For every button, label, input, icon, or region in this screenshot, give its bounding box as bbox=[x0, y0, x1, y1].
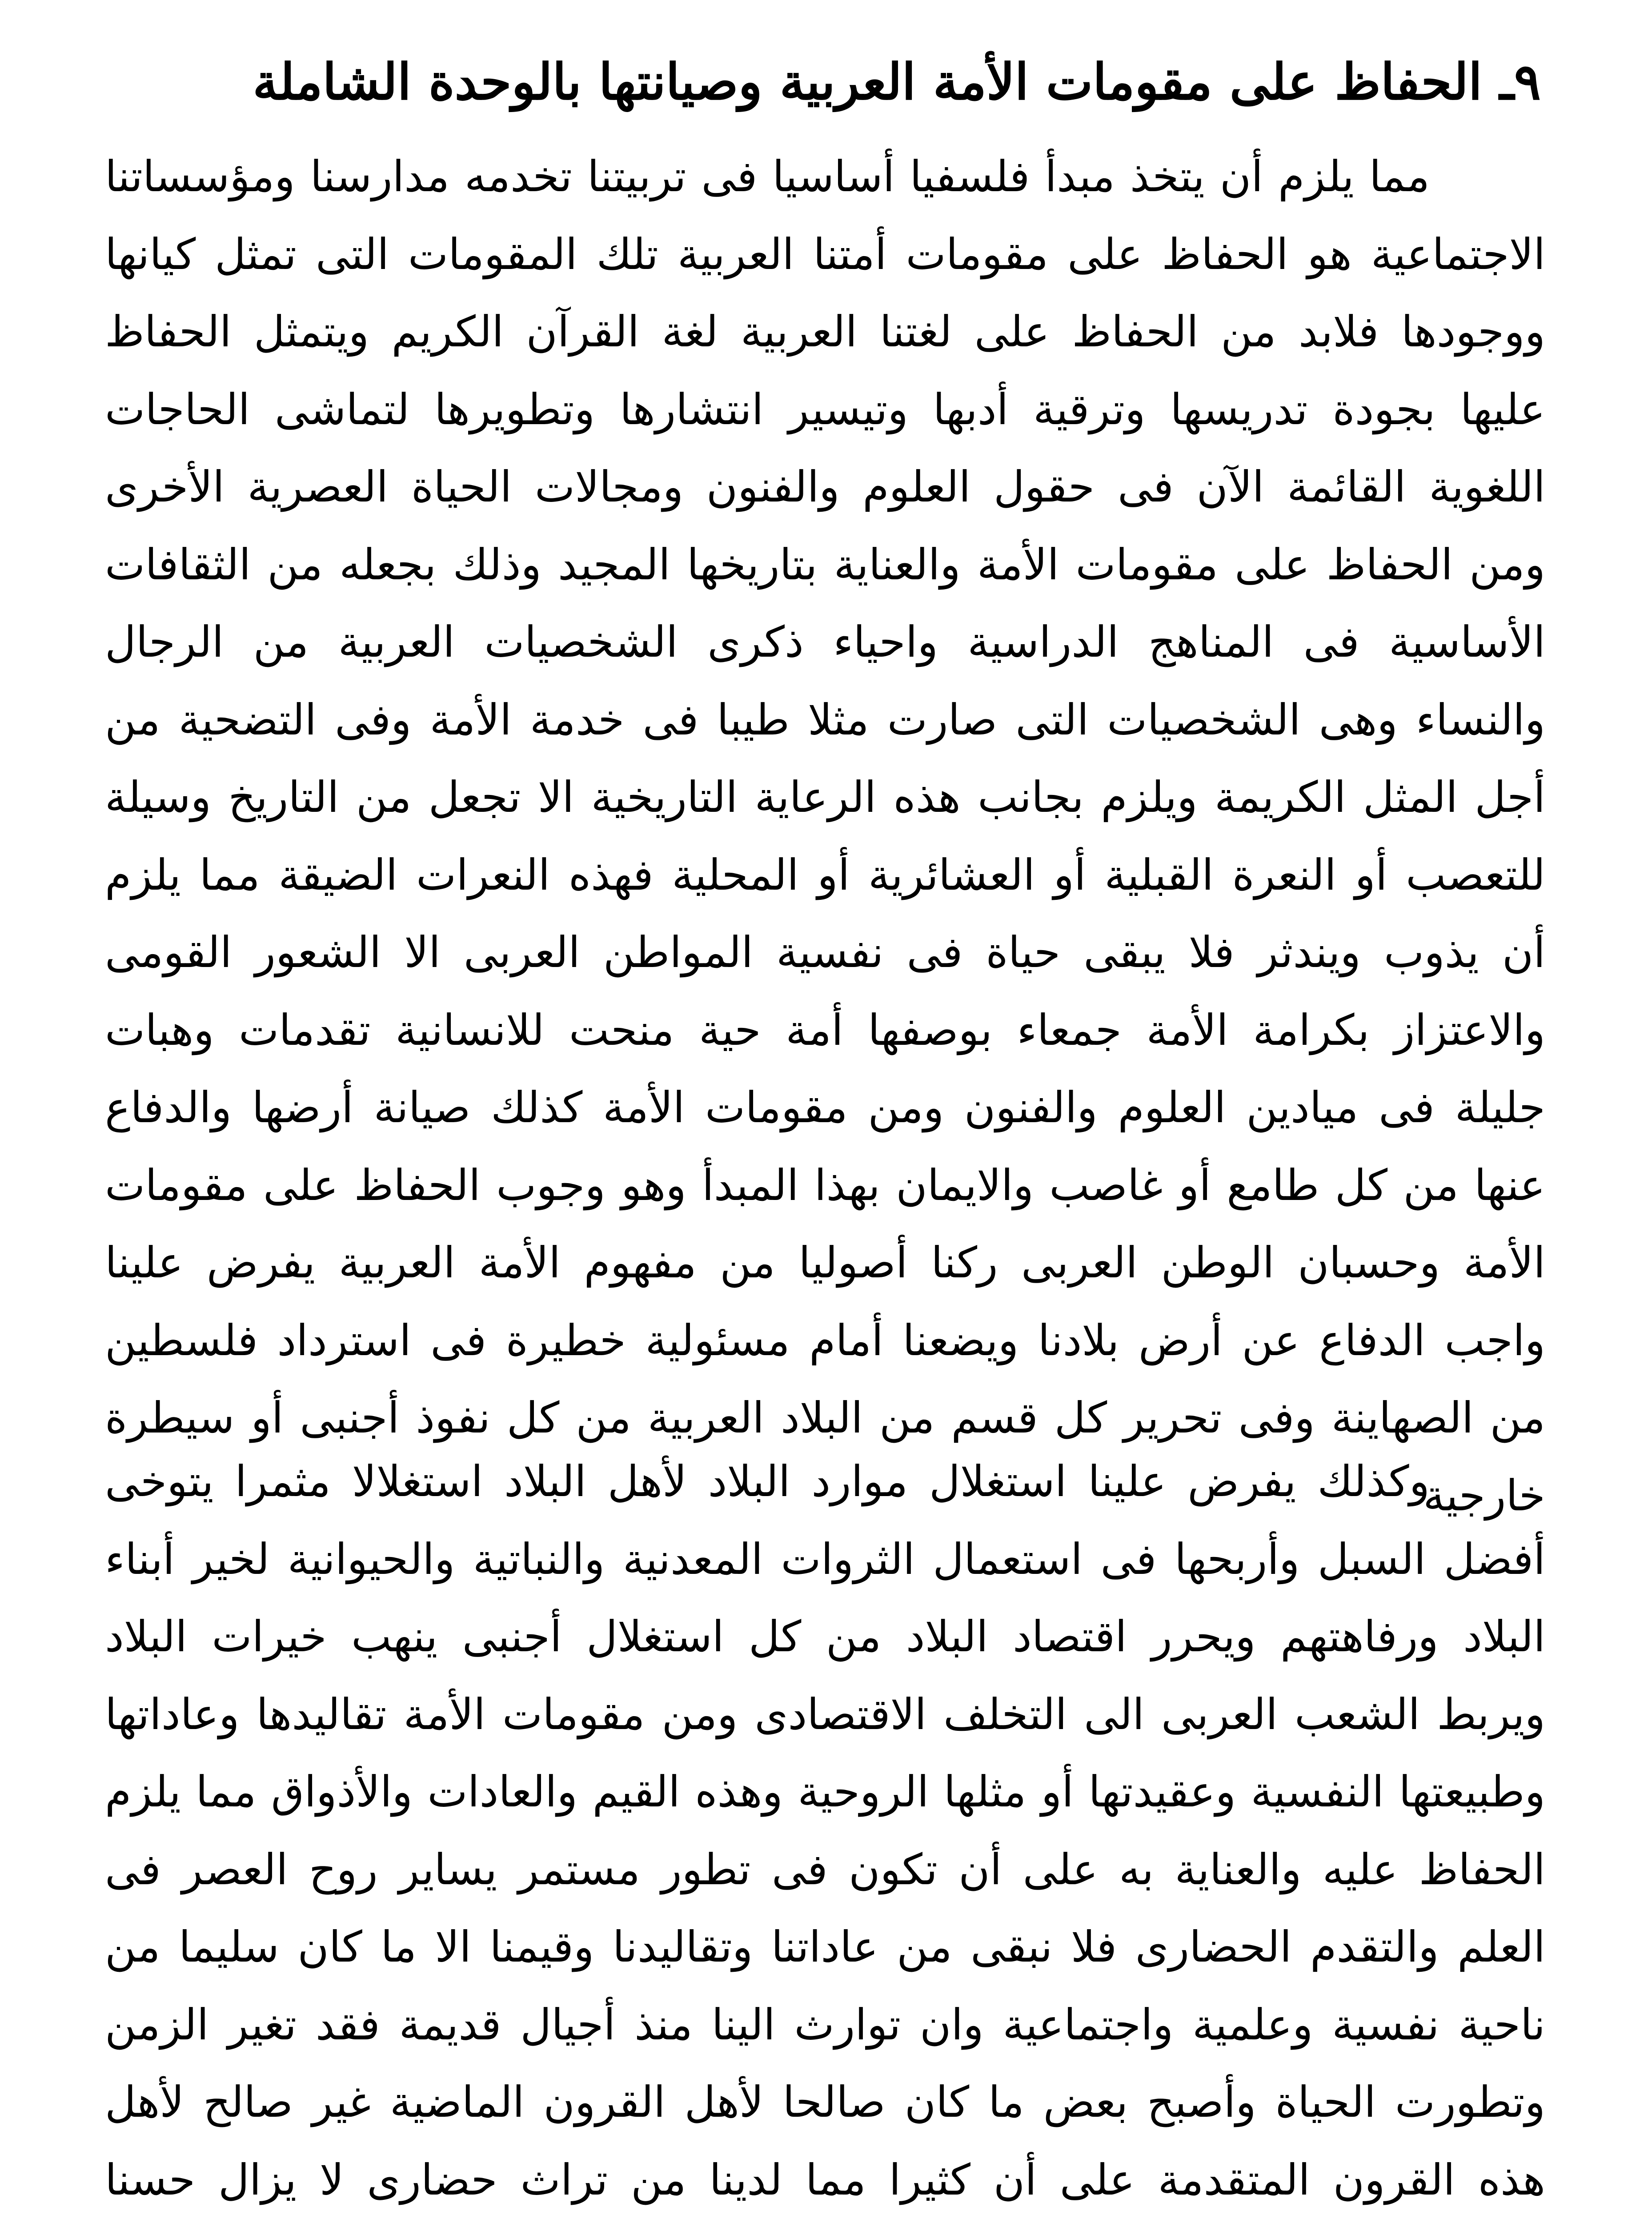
section-heading: ٩ـ الحفاظ على مقومات الأمة العربية وصيانتها بالوحدة الشاملة bbox=[253, 53, 1541, 111]
body-paragraph: مما يلزم أن يتخذ مبدأ فلسفيا أساسيا فى تربيتنا تخدمه مدارسنا ومؤسساتنا الاجتماعية هو الحفاظ على مقومات أمتنا العربية تلك المقومات التى تمثل كيانها ووجودها فلابد من الحفاظ على لغتنا العربية لغة القرآن الكريم ويتمثل الحفاظ عليها بجودة تدريسها وترقية أدبها وتيسير انتشارها وتطويرها لتماشى الحاجات اللغوية القائمة الآن فى حقول العلوم والفنون ومجالات الحياة العصرية الأخرى ومن الحفاظ على مقومات الأمة والعناية بتاريخها المجيد وذلك بجعله من الثقافات الأساسية فى المناهج الدراسية واحياء ذكرى الشخصيات العربية من الرجال والنساء وهى الشخصيات التى صارت مثلا طيبا فى خدمة الأمة وفى التضحية من أجل المثل الكريمة ويلزم بجانب هذه الرعاية التاريخية الا تجعل من التاريخ وسيلة للتعصب أو النعرة القبلية أو العشائرية أو المحلية فهذه النعرات الضيقة مما يلزم أن يذوب ويندثر فلا يبقى حياة فى نفسية المواطن العربى الا الشعور القومى والاعتزاز بكرامة الأمة جمعاء بوصفها أمة حية منحت للانسانية تقدمات وهبات جليلة فى ميادين العلوم والفنون ومن مقومات الأمة كذلك صيانة أرضها والدفاع عنها من كل طامع أو غاصب والايمان بهذا المبدأ وهو وجوب الحفاظ على مقومات الأمة وحسبان الوطن العربى ركنا أصوليا من مفهوم الأمة العربية يفرض علينا واجب الدفاع عن أرض بلادنا ويضعنا أمام مسئولية خطيرة فى استرداد فلسطين من الصهاينة وفى تحرير كل قسم من البلاد العربية من كل نفوذ أجنبى أو سيطرة خارجية bbox=[105, 152, 1546, 1521]
body-paragraph: وكذلك يفرض علينا استغلال موارد البلاد لأهل البلاد استغلالا مثمرا يتوخى أفضل السبل وأربحها فى استعمال الثروات المعدنية والنباتية والحيوانية لخير أبناء البلاد ورفاهتهم ويحرر اقتصاد البلاد من كل استغلال أجنبى ينهب خيرات البلاد ويربط الشعب العربى الى التخلف الاقتصادى ومن مقومات الأمة تقاليدها وعاداتها وطبيعتها النفسية وعقيدتها أو مثلها الروحية وهذه القيم والعادات والأذواق مما يلزم الحفاظ عليه والعناية به على أن تكون فى تطور مستمر يساير روح العصر فى العلم والتقدم الحضارى فلا نبقى من عاداتنا وتقاليدنا وقيمنا الا ما كان سليما من ناحية نفسية وعلمية واجتماعية وان توارث الينا منذ أجيال قديمة فقد تغير الزمن وتطورت الحياة وأصبح بعض ما كان صالحا لأهل القرون الماضية غير صالح لأهل هذه القرون المتقدمة على أن كثيرا مما لدينا من تراث حضارى لا يزال حسنا bbox=[105, 1457, 1546, 2205]
